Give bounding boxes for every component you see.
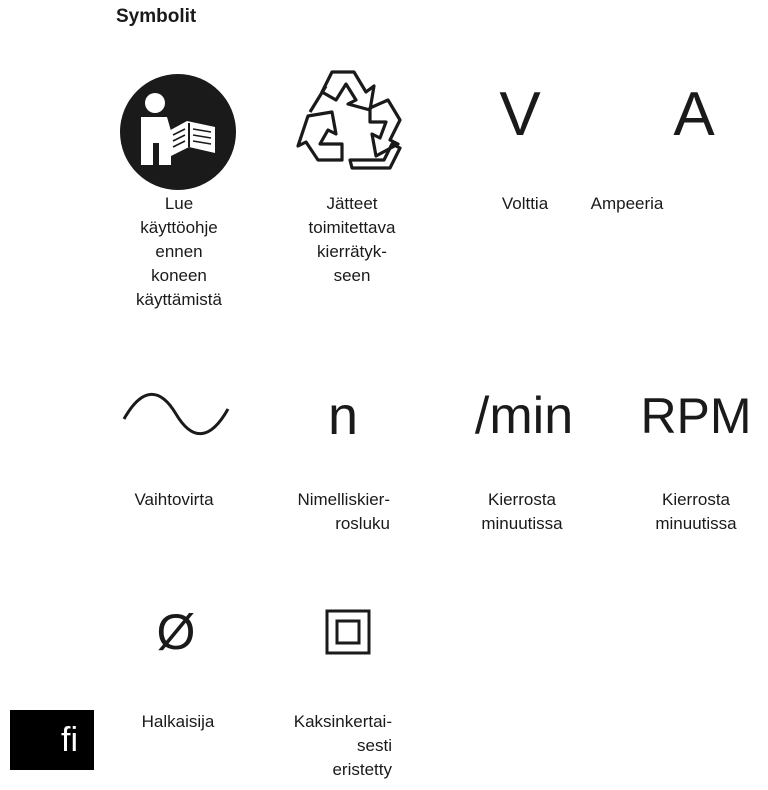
recycle-icon — [290, 60, 418, 188]
nominal-speed-label: Nimelliskier- rosluku — [297, 490, 390, 533]
volts-symbol: V — [499, 80, 541, 149]
page-title: Symbolit — [116, 6, 197, 27]
rpm-symbol: RPM — [640, 388, 752, 444]
amps-label: Ampeeria — [590, 194, 664, 213]
alternating-current-icon — [120, 386, 232, 442]
read-manual-icon — [118, 72, 238, 192]
nominal-speed-symbol: n — [327, 386, 359, 446]
per-minute-symbol: /min — [474, 387, 574, 445]
recycle-label: Jätteet toimitettava kierrätyk- seen — [308, 194, 396, 285]
language-tab: fi — [10, 710, 94, 770]
rpm-label: Kierrosta minuutissa — [655, 490, 737, 533]
alternating-current-label: Vaihtovirta — [134, 490, 214, 509]
double-insulation-label: Kaksinkertai- sesti eristetty — [293, 712, 392, 779]
amps-symbol: A — [673, 80, 715, 149]
volts-label: Volttia — [501, 194, 549, 213]
diameter-symbol: Ø — [156, 604, 196, 660]
read-manual-label: Lue käyttöohje ennen koneen käyttämistä — [136, 194, 222, 309]
double-insulation-icon — [320, 604, 376, 660]
diameter-label: Halkaisija — [141, 712, 215, 731]
per-minute-label: Kierrosta minuutissa — [481, 490, 563, 533]
